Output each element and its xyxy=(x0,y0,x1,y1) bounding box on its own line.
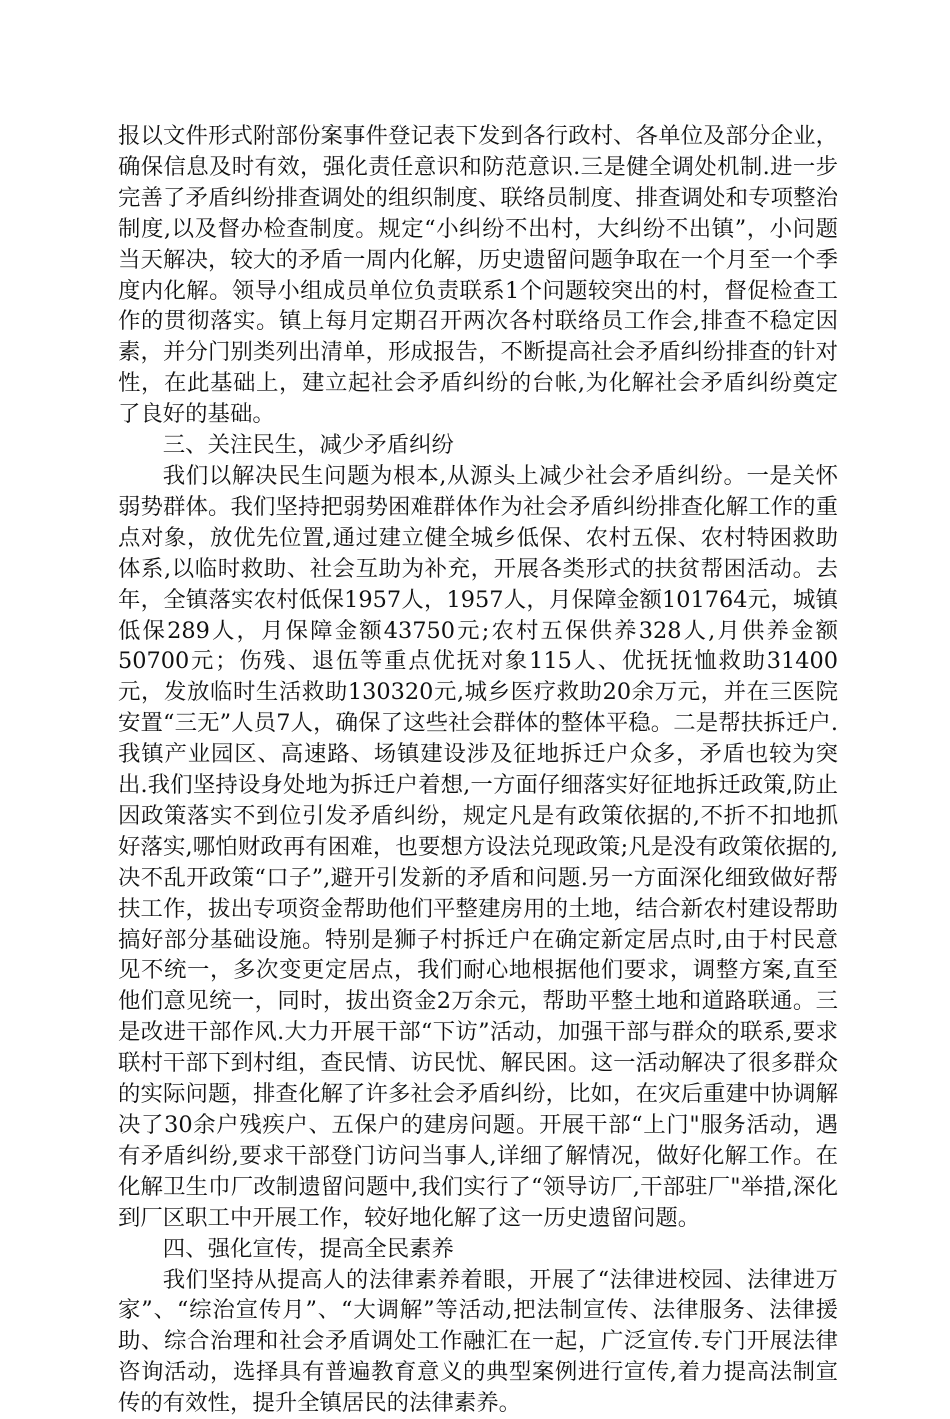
section-heading-three: 三、关注民生，减少矛盾纠纷 xyxy=(162,432,454,459)
paragraph-continuation: 报以文件形式附部份案事件登记表下发到各行政村、各单位及部分企业，确保信息及时有效，强化责任意识和防范意识.三是健全调处机制.进一步完善了矛盾纠纷排查调处的组织制度、联络员制度、排查调处和专项整治制度,以及督办检查制度。规定“小纠纷不出村，大纠纷不出镇”，小问题当天解决，较大的矛盾一周内化解，历史遗留问题争取在一个月至一个季度内化解。领导小组成员单位负责联系1个问题较突出的村，督促检查工作的贯彻落实。镇上每月定期召开两次各村联络员工作会,排查不稳定因素，并分门别类列出清单，形成报告，不断提高社会矛盾纠纷排查的针对性，在此基础上，建立起社会矛盾纠纷的台帐,为化解社会矛盾纠纷奠定了良好的基础。 xyxy=(118,123,838,428)
document-body xyxy=(118,121,838,1419)
paragraph-publicity: 我们坚持从提高人的法律素养着眼，开展了“法律进校园、法律进万家”、“综治宣传月”、“大调解”等活动,把法制宣传、法律服务、法律援助、综合治理和社会矛盾调处工作融汇在一起，广泛宣传.专门开展法律咨询活动，选择具有普遍教育意义的典型案例进行宣传,着力提高法制宣传的有效性，提升全镇居民的法律素养。 xyxy=(118,1266,838,1417)
paragraph-livelihood: 我们以解决民生问题为根本,从源头上减少社会矛盾纠纷。一是关怀弱势群体。我们坚持把弱势困难群体作为社会矛盾纠纷排查化解工作的重点对象，放优先位置,通过建立健全城乡低保、农村五保、农村特困救助体系,以临时救助、社会互助为补充，开展各类形式的扶贫帮困活动。去年，全镇落实农村低保1957人，1957人，月保障金额101764元，城镇低保289人，月保障金额43750元;农村五保供养328人,月供养金额50700元；伤残、退伍等重点优抚对象115人、优抚抚恤救助31400元，发放临时生活救助130320元,城乡医疗救助20余万元，并在三医院安置“三无”人员7人，确保了这些社会群体的整体平稳。二是帮扶拆迁户.我镇产业园区、高速路、场镇建设涉及征地拆迁户众多，矛盾也较为突出.我们坚持设身处地为拆迁户着想,一方面仔细落实好征地拆迁政策,防止因政策落实不到位引发矛盾纠纷，规定凡是有政策依据的,不折不扣地抓好落实,哪怕财政再有困难，也要想方设法兑现政策;凡是没有政策依据的,决不乱开政策“口子”,避开引发新的矛盾和问题.另一方面深化细致做好帮扶工作，拔出专项资金帮助他们平整建房用的土地，结合新农村建设帮助搞好部分基础设施。特别是狮子村拆迁户在确定新定居点时,由于村民意见不统一，多次变更定居点，我们耐心地根据他们要求，调整方案,直至他们意见统一，同时，拔出资金2万余元，帮助平整土地和道路联通。三是改进干部作风.大力开展干部“下访”活动，加强干部与群众的联系,要求联村干部下到村组，查民情、访民忧、解民困。这一活动解决了很多群众的实际问题，排查化解了许多社会矛盾纠纷，比如，在灾后重建中协调解决了30余户残疾户、五保户的建房问题。开展干部“上门"服务活动，遇有矛盾纠纷,要求干部登门访问当事人,详细了解情况，做好化解工作。在化解卫生巾厂改制遗留问题中,我们实行了“领导访厂,干部驻厂"举措,深化到厂区职工中开展工作，较好地化解了这一历史遗留问题。 xyxy=(118,462,838,1231)
section-heading-four: 四、强化宣传，提高全民素养 xyxy=(162,1235,454,1262)
